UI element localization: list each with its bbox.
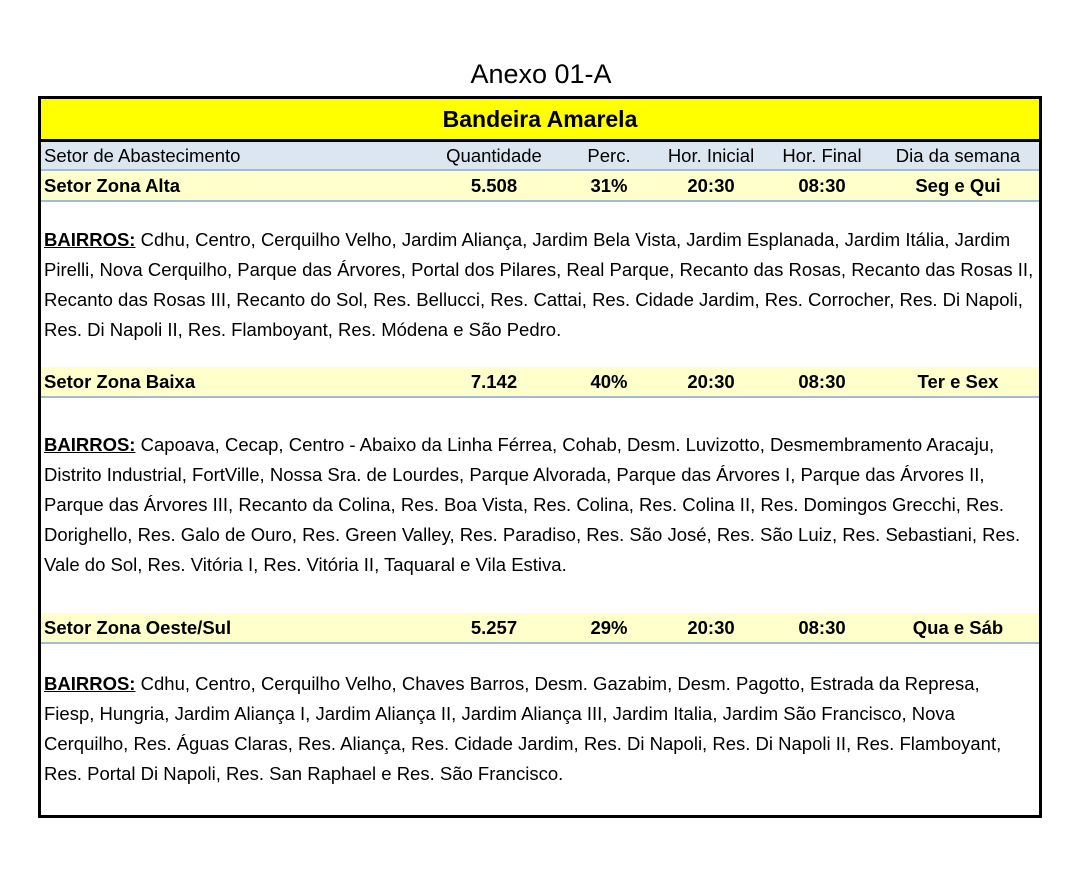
- bairros-list: Cdhu, Centro, Cerquilho Velho, Jardim Aliança, Jardim Bela Vista, Jardim Esplanada, Jardim Itália, Jardim Pirelli, Nova Cerquilho, Parque das Árvores, Portal dos Pilares, Real Parque, Recanto das Rosas, Recanto das Rosas II, Recanto das Rosas III, Recanto do Sol, Res. Bellucci, Res. Cattai, Res. Cidade Jardim, Res. Corrocher, Res. Di Napoli, Res. Di Napoli II, Res. Flamboyant, Res. Módena e São Pedro.: [44, 229, 1034, 340]
- sector-quantidade: 7.142: [470, 371, 518, 392]
- sector-row-zona-baixa: [41, 367, 1039, 398]
- header-setor: Setor de Abastecimento: [44, 145, 241, 166]
- bairros-list: Capoava, Cecap, Centro - Abaixo da Linha Férrea, Cohab, Desm. Luvizotto, Desmembramento Aracaju, Distrito Industrial, FortVille, Nossa Sra. de Lourdes, Parque Alvorada, Parque das Árvores I, Parque das Árvores II, Parque das Árvores III, Recanto da Colina, Res. Boa Vista, Res. Colina, Res. Colina II, Res. Domingos Grecchi, Res. Dorighello, Res. Galo de Ouro, Res. Green Valley, Res. Paradiso, Res. São José, Res. São Luiz, Res. Sebastiani, Res. Vale do Sol, Res. Vitória I, Res. Vitória II, Taquaral e Vila Estiva.: [44, 434, 1021, 575]
- sector-dia: Qua e Sáb: [912, 617, 1004, 638]
- sector-dia: Ter e Sex: [917, 371, 999, 392]
- bairros-zona-oeste-sul: [44, 669, 1034, 789]
- bairros-zona-baixa: [44, 430, 1034, 580]
- page-title: Anexo 01-A: [470, 59, 612, 89]
- bairros-zona-alta: [44, 225, 1034, 345]
- header-hor-inicial: Hor. Inicial: [667, 145, 755, 166]
- sector-quantidade: 5.257: [470, 617, 518, 638]
- sector-hor-final: 08:30: [798, 617, 846, 638]
- sector-dia: Seg e Qui: [915, 175, 1001, 196]
- bairros-label: BAIRROS:: [44, 673, 136, 694]
- header-quantidade: Quantidade: [446, 145, 542, 166]
- header-perc: Perc.: [587, 145, 631, 166]
- sector-row-zona-alta: [41, 171, 1039, 202]
- sector-hor-inicial: 20:30: [687, 175, 735, 196]
- sector-perc: 40%: [590, 371, 628, 392]
- sector-perc: 29%: [590, 617, 628, 638]
- bairros-label: BAIRROS:: [44, 229, 136, 250]
- header-dia-semana: Dia da semana: [895, 145, 1021, 166]
- sector-hor-inicial: 20:30: [687, 371, 735, 392]
- schedule-table: [38, 96, 1042, 818]
- sector-hor-final: 08:30: [798, 175, 846, 196]
- sector-name: Setor Zona Oeste/Sul: [44, 617, 232, 638]
- header-hor-final: Hor. Final: [782, 145, 862, 166]
- sector-hor-inicial: 20:30: [687, 617, 735, 638]
- flag-title: Bandeira Amarela: [41, 99, 1039, 142]
- table-header-row: [41, 142, 1039, 171]
- sector-perc: 31%: [590, 175, 628, 196]
- sector-quantidade: 5.508: [470, 175, 518, 196]
- sector-name: Setor Zona Alta: [44, 175, 181, 196]
- sector-hor-final: 08:30: [798, 371, 846, 392]
- sector-row-zona-oeste-sul: [41, 613, 1039, 644]
- sector-name: Setor Zona Baixa: [44, 371, 196, 392]
- bairros-list: Cdhu, Centro, Cerquilho Velho, Chaves Barros, Desm. Gazabim, Desm. Pagotto, Estrada da Represa, Fiesp, Hungria, Jardim Aliança I, Jardim Aliança II, Jardim Aliança III, Jardim Italia, Jardim São Francisco, Nova Cerquilho, Res. Águas Claras, Res. Aliança, Res. Cidade Jardim, Res. Di Napoli, Res. Di Napoli II, Res. Flamboyant, Res. Portal Di Napoli, Res. San Raphael e Res. São Francisco.: [44, 673, 1002, 784]
- bairros-label: BAIRROS:: [44, 434, 136, 455]
